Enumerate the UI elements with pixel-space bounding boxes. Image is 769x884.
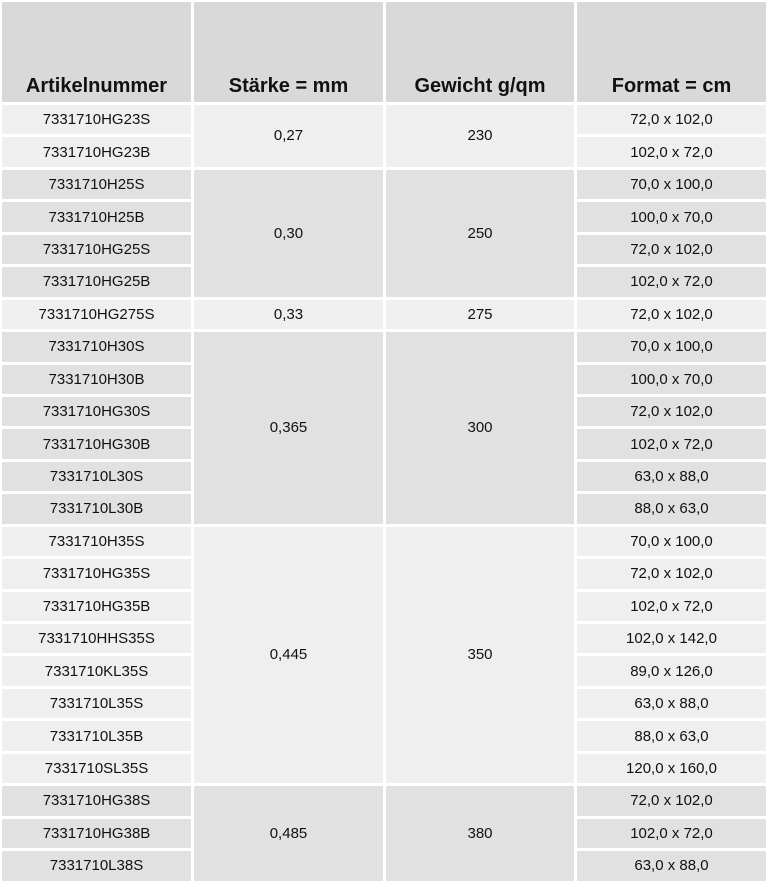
cell-artikelnummer: 7331710L35S xyxy=(2,689,191,718)
cell-artikelnummer: 7331710L30S xyxy=(2,462,191,491)
table-row xyxy=(2,235,766,264)
table-row xyxy=(2,300,766,329)
table-row xyxy=(2,689,766,718)
cell-artikelnummer: 7331710HG25S xyxy=(2,235,191,264)
cell-artikelnummer: 7331710H25B xyxy=(2,202,191,231)
cell-artikelnummer: 7331710HG38S xyxy=(2,786,191,815)
table-row xyxy=(2,786,766,815)
header-staerke: Stärke = mm xyxy=(194,2,383,102)
cell-staerke: 0,30 xyxy=(194,170,383,297)
cell-format: 100,0 x 70,0 xyxy=(577,365,766,394)
cell-format: 88,0 x 63,0 xyxy=(577,721,766,750)
cell-format: 88,0 x 63,0 xyxy=(577,494,766,523)
cell-format: 102,0 x 72,0 xyxy=(577,267,766,296)
table-row xyxy=(2,527,766,556)
table-row xyxy=(2,559,766,588)
cell-format: 63,0 x 88,0 xyxy=(577,689,766,718)
table-row xyxy=(2,819,766,848)
cell-staerke: 0,33 xyxy=(194,300,383,329)
cell-artikelnummer: 7331710L35B xyxy=(2,721,191,750)
cell-artikelnummer: 7331710HG275S xyxy=(2,300,191,329)
cell-artikelnummer: 7331710HG23B xyxy=(2,137,191,166)
cell-gewicht: 275 xyxy=(386,300,574,329)
cell-format: 72,0 x 102,0 xyxy=(577,105,766,134)
cell-artikelnummer: 7331710H30B xyxy=(2,365,191,394)
cell-artikelnummer: 7331710HG25B xyxy=(2,267,191,296)
table-body xyxy=(2,105,766,881)
cell-staerke: 0,27 xyxy=(194,105,383,167)
table-row xyxy=(2,851,766,880)
cell-gewicht: 380 xyxy=(386,786,574,880)
cell-format: 102,0 x 72,0 xyxy=(577,592,766,621)
table-row xyxy=(2,202,766,231)
cell-staerke: 0,365 xyxy=(194,332,383,524)
cell-artikelnummer: 7331710HG35B xyxy=(2,592,191,621)
cell-format: 72,0 x 102,0 xyxy=(577,786,766,815)
cell-format: 70,0 x 100,0 xyxy=(577,332,766,361)
cell-format: 120,0 x 160,0 xyxy=(577,754,766,783)
cell-format: 102,0 x 142,0 xyxy=(577,624,766,653)
cell-format: 72,0 x 102,0 xyxy=(577,559,766,588)
cell-artikelnummer: 7331710HG35S xyxy=(2,559,191,588)
cell-staerke: 0,485 xyxy=(194,786,383,880)
cell-format: 72,0 x 102,0 xyxy=(577,397,766,426)
cell-artikelnummer: 7331710H35S xyxy=(2,527,191,556)
header-format: Format = cm xyxy=(577,2,766,102)
cell-format: 100,0 x 70,0 xyxy=(577,202,766,231)
table-row xyxy=(2,624,766,653)
cell-format: 102,0 x 72,0 xyxy=(577,429,766,458)
table-row xyxy=(2,137,766,166)
table-row xyxy=(2,656,766,685)
cell-artikelnummer: 7331710L38S xyxy=(2,851,191,880)
table-row xyxy=(2,429,766,458)
cell-format: 72,0 x 102,0 xyxy=(577,300,766,329)
cell-format: 70,0 x 100,0 xyxy=(577,170,766,199)
cell-artikelnummer: 7331710KL35S xyxy=(2,656,191,685)
cell-format: 63,0 x 88,0 xyxy=(577,851,766,880)
cell-staerke: 0,445 xyxy=(194,527,383,784)
cell-artikelnummer: 7331710HG38B xyxy=(2,819,191,848)
table-row xyxy=(2,170,766,199)
cell-artikelnummer: 7331710HG23S xyxy=(2,105,191,134)
cell-format: 70,0 x 100,0 xyxy=(577,527,766,556)
table-row xyxy=(2,267,766,296)
cell-format: 89,0 x 126,0 xyxy=(577,656,766,685)
cell-gewicht: 350 xyxy=(386,527,574,784)
cell-artikelnummer: 7331710HHS35S xyxy=(2,624,191,653)
cell-artikelnummer: 7331710H30S xyxy=(2,332,191,361)
cell-format: 102,0 x 72,0 xyxy=(577,819,766,848)
table-row xyxy=(2,754,766,783)
cell-gewicht: 230 xyxy=(386,105,574,167)
table-row xyxy=(2,721,766,750)
cell-artikelnummer: 7331710L30B xyxy=(2,494,191,523)
header-gewicht: Gewicht g/qm xyxy=(386,2,574,102)
cell-format: 72,0 x 102,0 xyxy=(577,235,766,264)
header-artikelnummer: Artikelnummer xyxy=(2,2,191,102)
table-row xyxy=(2,332,766,361)
cell-artikelnummer: 7331710HG30S xyxy=(2,397,191,426)
cell-gewicht: 250 xyxy=(386,170,574,297)
cell-artikelnummer: 7331710SL35S xyxy=(2,754,191,783)
table-row xyxy=(2,397,766,426)
table-row xyxy=(2,105,766,134)
cell-artikelnummer: 7331710H25S xyxy=(2,170,191,199)
table-row xyxy=(2,592,766,621)
table-row xyxy=(2,494,766,523)
table-header-row xyxy=(2,2,766,102)
cell-format: 63,0 x 88,0 xyxy=(577,462,766,491)
table-row xyxy=(2,462,766,491)
cell-gewicht: 300 xyxy=(386,332,574,524)
cell-artikelnummer: 7331710HG30B xyxy=(2,429,191,458)
table-row xyxy=(2,365,766,394)
cell-format: 102,0 x 72,0 xyxy=(577,137,766,166)
